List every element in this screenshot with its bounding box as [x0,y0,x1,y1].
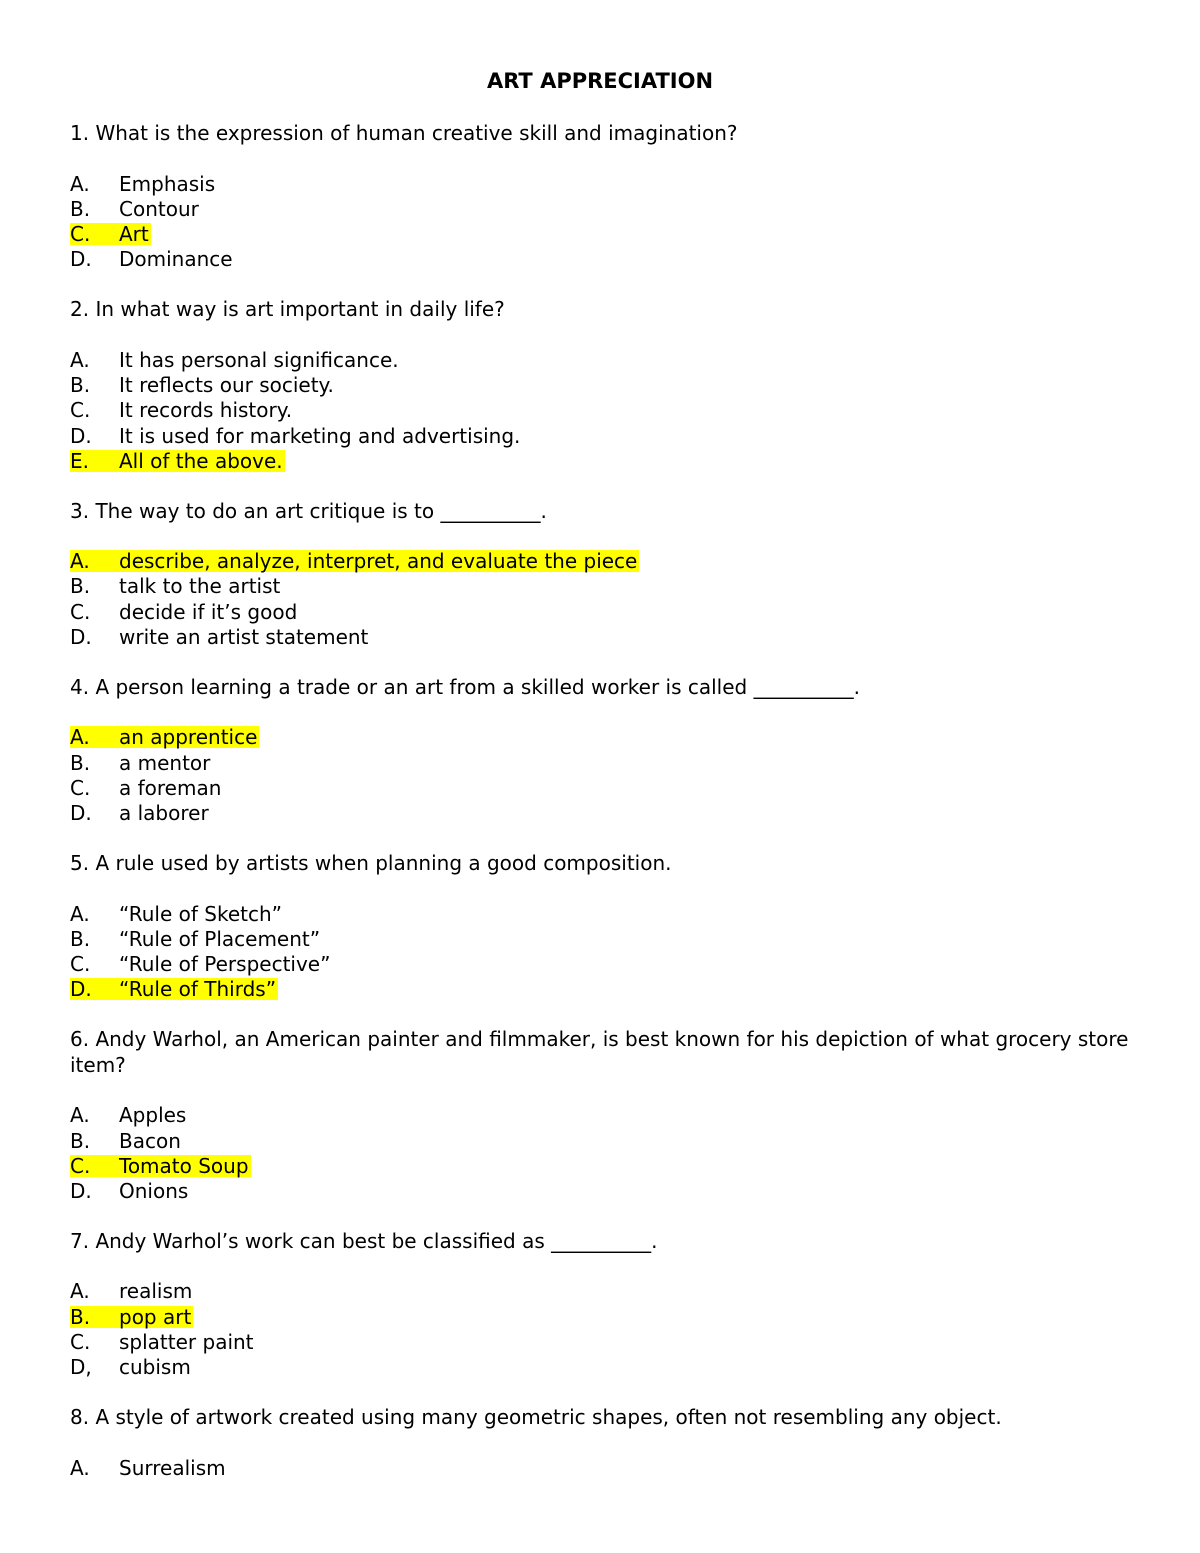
option-letter: A. [70,347,90,372]
answer-option [70,1456,1130,1481]
option-text: Contour [119,196,199,221]
answer-option-correct [70,449,1130,474]
option-text: Surrealism [119,1455,226,1480]
question-block [70,1229,1130,1381]
answer-option-correct [70,549,1130,574]
option-letter: D. [70,977,92,1002]
question-text: 8. A style of artwork created using many geometric shapes, often not resembling any object. [70,1405,1002,1430]
option-letter: D, [70,1355,92,1380]
option-text: It records history. [119,398,293,423]
option-letter: A. [70,549,90,574]
option-text: Onions [119,1179,189,1204]
option-text: talk to the artist [119,574,281,599]
answer-body [70,1180,190,1202]
answer-option [70,1330,1130,1355]
option-text: describe, analyze, interpret, and evaluate the piece [119,549,638,574]
option-text: Emphasis [119,171,216,196]
answer-body [70,953,332,975]
highlighted-answer [70,978,278,1000]
answer-option [70,1355,1130,1380]
option-text: Bacon [119,1128,181,1153]
answer-body [70,903,284,925]
question-list [70,121,1130,1481]
answer-body [70,752,212,774]
answer-body [70,374,336,396]
question-block [70,297,1130,474]
answer-option [70,751,1130,776]
option-text: It has personal significance. [119,347,399,372]
highlighted-answer [70,223,151,245]
option-letter: B. [70,1304,91,1329]
answer-body [70,1356,193,1378]
question-text: 1. What is the expression of human creative skill and imagination? [70,121,738,145]
option-letter: B. [70,750,91,775]
answer-option [70,952,1130,977]
answer-body [70,777,223,799]
option-text: cubism [119,1355,191,1380]
answer-option-correct [70,1154,1130,1179]
answer-body [70,399,294,421]
answer-body [70,802,211,824]
option-letter: A. [70,171,90,196]
answer-options [70,172,1130,273]
question-block [70,851,1130,1003]
answer-body [70,425,522,447]
answer-body [70,173,217,195]
question-block [70,1027,1130,1204]
option-text: Tomato Soup [119,1153,249,1178]
option-text: Dominance [119,247,233,272]
option-letter: A. [70,725,90,750]
answer-options [70,1456,1130,1481]
question-text: 3. The way to do an art critique is to __________. [70,498,547,523]
answer-body [70,575,282,597]
option-letter: D. [70,423,92,448]
option-letter: B. [70,926,91,951]
question-text: 5. A rule used by artists when planning a good composition. [70,851,672,876]
answer-body [70,198,201,220]
answer-option-correct [70,977,1130,1002]
highlighted-answer [70,726,259,748]
option-letter: C. [70,1330,91,1355]
answer-option [70,625,1130,650]
option-text: It reflects our society. [119,372,334,397]
option-letter: C. [70,599,91,624]
answer-option [70,1129,1130,1154]
answer-options [70,348,1130,474]
option-text: Apples [119,1103,187,1128]
answer-option [70,801,1130,826]
option-letter: A. [70,1103,90,1128]
answer-option [70,902,1130,927]
question-text: 4. A person learning a trade or an art from a skilled worker is called __________. [70,674,860,699]
option-letter: C. [70,775,91,800]
answer-option [70,398,1130,423]
question-block [70,499,1130,651]
answer-option [70,927,1130,952]
document-page [70,66,1130,1505]
option-text: a mentor [119,750,211,775]
option-text: “Rule of Sketch” [119,901,283,926]
answer-body [70,1280,194,1302]
answer-option [70,574,1130,599]
option-letter: E. [70,448,89,473]
answer-body [70,1457,228,1479]
answer-options [70,725,1130,826]
question-block [70,1405,1130,1481]
answer-body [70,1104,188,1126]
answer-options [70,902,1130,1003]
question-text: 6. Andy Warhol, an American painter and filmmaker, is best known for his depiction of what grocery store item? [70,1027,1129,1077]
option-text: pop art [119,1304,192,1329]
option-text: a laborer [119,801,209,826]
option-text: decide if it’s good [119,599,298,624]
answer-body [70,349,401,371]
option-letter: B. [70,196,91,221]
answer-body [70,1331,256,1353]
option-text: a foreman [119,775,222,800]
answer-option [70,776,1130,801]
answer-body [70,626,370,648]
answer-body [70,1130,183,1152]
option-text: realism [119,1279,193,1304]
highlighted-answer [70,550,639,572]
answer-option-correct [70,222,1130,247]
question-block [70,121,1130,273]
answer-option-correct [70,725,1130,750]
answer-option [70,172,1130,197]
option-letter: C. [70,1153,91,1178]
answer-option [70,373,1130,398]
answer-body [70,928,322,950]
answer-option [70,600,1130,625]
option-text: an apprentice [119,725,258,750]
answer-options [70,1279,1130,1380]
option-letter: D. [70,1179,92,1204]
answer-options [70,549,1130,650]
highlighted-answer [70,450,285,472]
option-letter: B. [70,574,91,599]
question-text: 2. In what way is art important in daily life? [70,297,505,322]
answer-option [70,247,1130,272]
option-letter: D. [70,247,92,272]
question-text: 7. Andy Warhol’s work can best be classified as __________. [70,1228,658,1253]
answer-option [70,197,1130,222]
option-text: It is used for marketing and advertising. [119,423,521,448]
answer-option [70,1103,1130,1128]
option-letter: B. [70,1128,91,1153]
highlighted-answer [70,1155,251,1177]
answer-option-correct [70,1305,1130,1330]
option-letter: A. [70,901,90,926]
option-letter: C. [70,398,91,423]
option-letter: C. [70,222,91,247]
option-text: “Rule of Perspective” [119,952,331,977]
option-text: All of the above. [119,448,283,473]
option-letter: B. [70,372,91,397]
option-letter: A. [70,1279,90,1304]
answer-body [70,601,299,623]
option-text: “Rule of Placement” [119,926,321,951]
option-text: write an artist statement [119,625,369,650]
answer-option [70,348,1130,373]
option-text: “Rule of Thirds” [119,977,277,1002]
option-letter: A. [70,1455,90,1480]
option-text: splatter paint [119,1330,254,1355]
option-text: Art [119,222,149,247]
option-letter: C. [70,952,91,977]
answer-options [70,1103,1130,1204]
answer-option [70,424,1130,449]
option-letter: D. [70,625,92,650]
answer-option [70,1179,1130,1204]
option-letter: D. [70,801,92,826]
answer-body [70,248,235,270]
highlighted-answer [70,1306,193,1328]
question-block [70,675,1130,827]
page-title: ART APPRECIATION [486,69,714,93]
answer-option [70,1279,1130,1304]
